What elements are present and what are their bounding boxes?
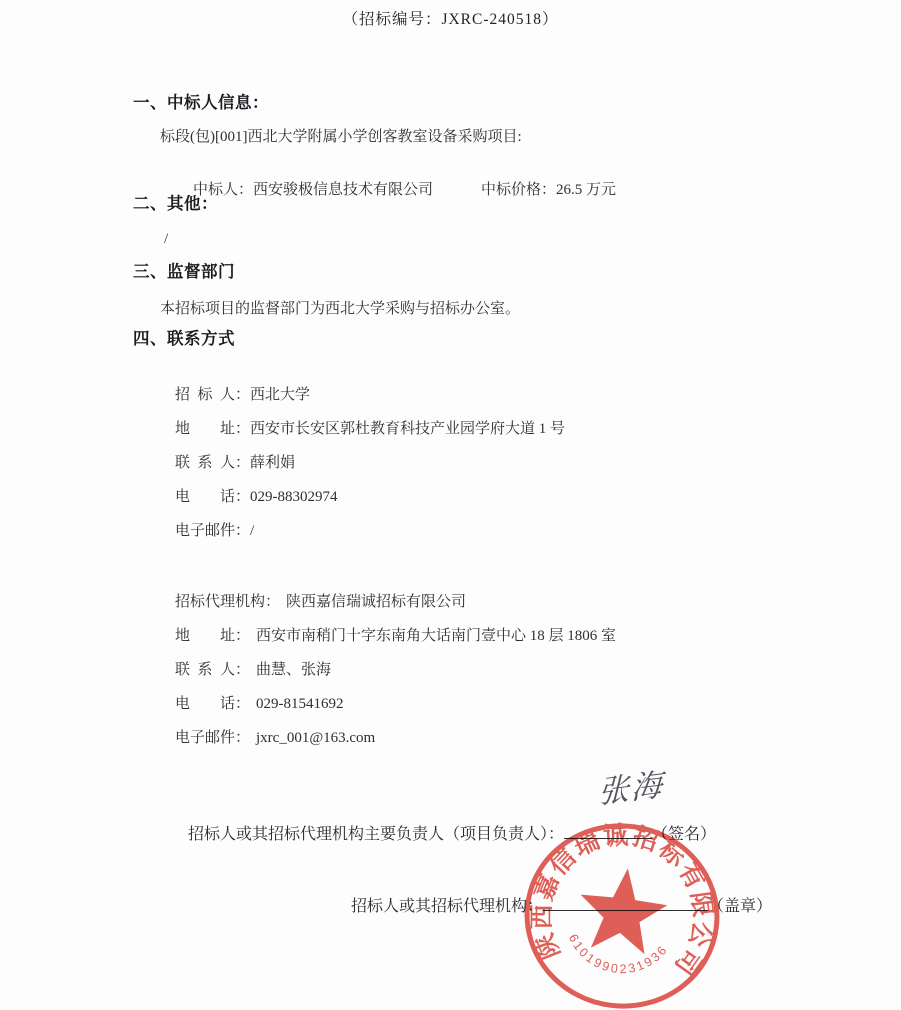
field-label: 电子邮件： [175, 730, 251, 746]
field-label: 招 标 人： [175, 387, 251, 403]
lot-line: 标段(包)[001]西北大学附属小学创客教室设备采购项目: [160, 129, 522, 145]
bid-number-line: （招标编号：JXRC-240518） [342, 11, 559, 28]
field-label: 地 址： [175, 628, 251, 644]
price-label: 中标价格： [481, 182, 557, 198]
winner-label: 中标人： [193, 182, 254, 198]
field-value: 陕西嘉信瑞诚招标有限公司 [286, 594, 467, 610]
tenderer-row [160, 501, 254, 561]
field-label: 联 系 人： [175, 455, 251, 471]
field-label: 电 话： [175, 696, 251, 712]
winner-value: 西安骏极信息技术有限公司 [253, 182, 434, 198]
field-label: 招标代理机构： [175, 594, 281, 610]
section-heading-other: 二、其他： [133, 195, 218, 213]
principal-suffix: （签名） [652, 826, 717, 843]
supervision-content: 本招标项目的监督部门为西北大学采购与招标办公室。 [160, 301, 521, 317]
field-label: 联 系 人： [175, 662, 251, 678]
agency-row [160, 708, 375, 768]
field-value: 西北大学 [250, 387, 311, 403]
price-value: 26.5 万元 [556, 182, 617, 198]
winner-line [178, 160, 616, 220]
field-value: 曲慧、张海 [256, 662, 332, 678]
section-heading-supervision: 三、监督部门 [133, 263, 235, 281]
section-heading-contact: 四、联系方式 [133, 330, 235, 348]
principal-label: 招标人或其招标代理机构主要负责人（项目负责人）： [188, 826, 565, 843]
field-value: 西安市南稍门十字东南角大话南门壹中心 18 层 1806 室 [256, 628, 617, 644]
company-seal-stamp [518, 818, 726, 1010]
field-value: 薛利娟 [250, 455, 296, 471]
field-value: 西安市长安区郭杜教育科技产业园学府大道 1 号 [250, 421, 566, 437]
seal-code-text: 6101990231936 [565, 931, 672, 977]
field-value: jxrc_001@163.com [256, 730, 376, 746]
field-value: / [250, 523, 255, 539]
section-heading-winner-info: 一、中标人信息： [133, 94, 269, 112]
seal-company-text: 陕西嘉信瑞诚招标有限公司 [527, 821, 717, 982]
field-value: 029-81541692 [256, 696, 344, 712]
org-label: 招标人或其招标代理机构： [351, 898, 544, 915]
handwritten-signature: 张海 [597, 766, 665, 812]
field-label: 地 址： [175, 421, 251, 437]
other-content: / [164, 231, 169, 247]
org-suffix: （盖章） [708, 898, 773, 915]
field-label: 电子邮件： [175, 523, 251, 539]
field-label: 电 话： [175, 489, 251, 505]
seal-star-icon [574, 863, 671, 956]
field-value: 029-88302974 [250, 489, 338, 505]
